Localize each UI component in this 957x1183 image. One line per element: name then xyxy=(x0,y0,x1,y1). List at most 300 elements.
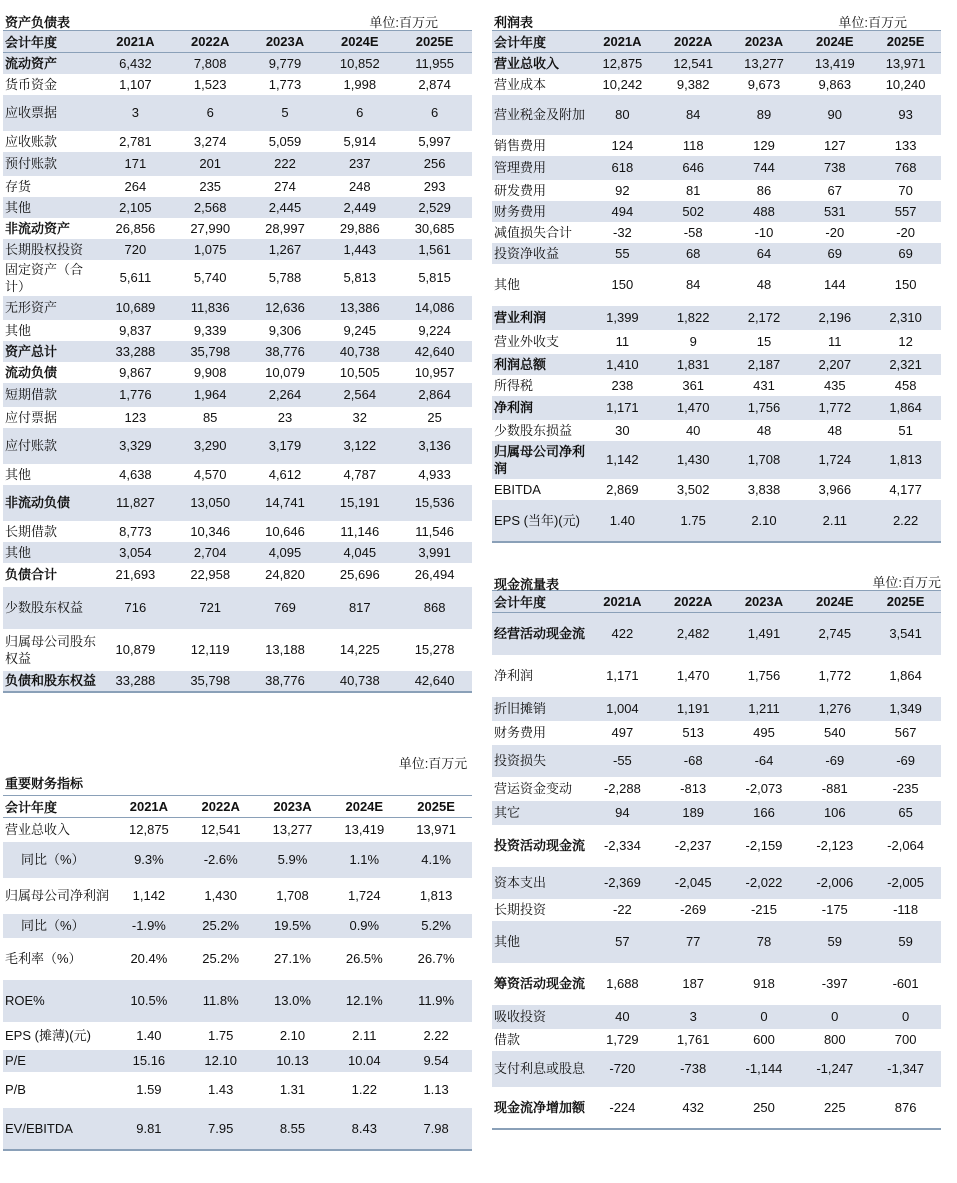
table-row xyxy=(492,243,941,264)
cell-value: 1.59 xyxy=(136,1082,162,1097)
row-label: EPS (当年)(元) xyxy=(494,512,580,528)
row-label: 营业税金及附加 xyxy=(494,107,586,122)
table-row xyxy=(3,197,472,218)
table-row xyxy=(492,1051,941,1087)
cell-value: 38,776 xyxy=(265,673,305,688)
cell-value: 2,172 xyxy=(747,310,781,325)
table-row xyxy=(492,479,941,500)
row-label: 应付票据 xyxy=(5,409,58,425)
table-row xyxy=(3,1108,472,1150)
table-row xyxy=(492,697,941,721)
cell-value: 1,142 xyxy=(132,888,166,903)
cell-value: 6,432 xyxy=(119,55,152,71)
cell-value: -1.9% xyxy=(131,918,166,933)
cell-value: 15.16 xyxy=(132,1053,166,1068)
cell-value: 187 xyxy=(682,976,705,991)
row-label: 应收账款 xyxy=(5,133,58,149)
cell-value: 12.10 xyxy=(204,1053,237,1068)
table-row xyxy=(492,441,941,479)
cell-value: 868 xyxy=(423,600,446,615)
year-header-2025e: 2025E xyxy=(397,31,472,53)
cell-value: 0 xyxy=(760,1009,768,1024)
cell-value: -269 xyxy=(680,902,707,917)
cell-value: 1,822 xyxy=(676,310,710,325)
cell-value: 2,264 xyxy=(268,387,302,402)
cell-value: 15,278 xyxy=(414,642,455,657)
table-row xyxy=(3,74,472,95)
cell-value: 458 xyxy=(894,377,917,393)
year-header-2022a: 2022A xyxy=(658,31,729,53)
cell-value: 89 xyxy=(756,107,772,122)
table-row xyxy=(3,320,472,341)
cell-value: 2.22 xyxy=(423,1028,449,1043)
cell-value: 10,346 xyxy=(190,523,231,539)
cell-value: 1,142 xyxy=(606,452,639,467)
row-label: 营运资金变动 xyxy=(494,781,573,796)
cell-value: 42,640 xyxy=(414,343,455,359)
cell-value: 11 xyxy=(828,334,842,349)
table-row xyxy=(3,980,472,1022)
year-header-2025e: 2025E xyxy=(400,796,472,818)
row-label: 净利润 xyxy=(494,400,534,415)
cell-value: 13,971 xyxy=(416,822,456,838)
cash-flow-header xyxy=(492,568,941,591)
cell-value: 3,122 xyxy=(343,438,377,453)
row-label: 吸收投资 xyxy=(494,1009,547,1024)
cell-value: 9,245 xyxy=(343,322,377,338)
table-row xyxy=(492,801,941,825)
cell-value: 9,382 xyxy=(676,76,710,92)
row-label: 借款 xyxy=(494,1032,521,1047)
cell-value: 1.75 xyxy=(208,1028,234,1043)
table-row xyxy=(3,383,472,407)
table-header-row xyxy=(3,31,472,53)
cash-flow-panel xyxy=(492,568,941,1130)
cell-value: 20.4% xyxy=(130,951,168,966)
cell-value: -1,144 xyxy=(745,1061,783,1076)
cell-value: 129 xyxy=(753,137,775,153)
cell-value: 59 xyxy=(827,934,843,949)
cell-value: 13,419 xyxy=(814,55,855,71)
cell-value: 15,536 xyxy=(414,495,455,510)
cell-value: 361 xyxy=(682,377,705,393)
cell-value: 13,277 xyxy=(272,822,313,838)
cell-value: 11,146 xyxy=(340,523,380,539)
table-row xyxy=(492,777,941,801)
table-row xyxy=(3,878,472,914)
cell-value: 10,240 xyxy=(885,76,926,92)
cell-value: 2,310 xyxy=(889,310,922,325)
cell-value: 3,991 xyxy=(418,544,451,560)
cell-value: 0 xyxy=(831,1009,839,1024)
cell-value: 9 xyxy=(689,334,697,349)
cell-value: 12,119 xyxy=(190,642,230,657)
cell-value: -2.6% xyxy=(203,852,238,867)
cell-value: 5,914 xyxy=(343,133,377,149)
table-row xyxy=(3,176,472,197)
year-header-2023a: 2023A xyxy=(729,591,800,613)
table-row xyxy=(492,156,941,180)
cell-value: 8.43 xyxy=(351,1120,377,1136)
table-row xyxy=(3,1022,472,1050)
cell-value: 1,864 xyxy=(889,668,922,683)
cell-value: 171 xyxy=(124,156,147,171)
cell-value: 40 xyxy=(685,422,701,438)
cell-value: 1.40 xyxy=(136,1028,162,1043)
row-label: 归属母公司净利润 xyxy=(494,443,586,476)
cell-value: 817 xyxy=(348,600,371,615)
table-row xyxy=(492,867,941,899)
cell-value: 721 xyxy=(199,600,222,615)
cell-value: -2,022 xyxy=(745,875,783,890)
cell-value: 30,685 xyxy=(414,220,455,236)
cell-value: 9,306 xyxy=(268,322,302,338)
table-row xyxy=(492,921,941,963)
cell-value: 9,867 xyxy=(119,364,152,380)
cell-value: 84 xyxy=(685,107,701,122)
cell-value: 10,242 xyxy=(602,76,643,92)
cell-value: 3,838 xyxy=(747,481,781,497)
cell-value: 11 xyxy=(615,334,630,349)
cell-value: 33,288 xyxy=(115,673,156,688)
cell-value: 2.10 xyxy=(751,512,777,528)
row-label: 营业外收支 xyxy=(494,334,560,349)
cell-value: 4,570 xyxy=(193,466,227,482)
year-header-2024e: 2024E xyxy=(799,31,870,53)
cell-value: 222 xyxy=(274,156,296,171)
row-label: 其他 xyxy=(5,199,32,215)
year-header-2022a: 2022A xyxy=(173,31,248,53)
cell-value: 12.1% xyxy=(345,993,383,1008)
cell-value: 69 xyxy=(827,245,843,261)
cell-value: 431 xyxy=(753,377,775,393)
cell-value: -224 xyxy=(609,1099,636,1115)
table-row xyxy=(3,218,472,239)
cell-value: -2,369 xyxy=(603,875,641,890)
table-row xyxy=(492,222,941,243)
row-label: 财务费用 xyxy=(494,203,547,219)
cell-value: 94 xyxy=(615,805,630,820)
cell-value: 51 xyxy=(898,422,913,438)
cell-value: 13,419 xyxy=(344,822,385,838)
cell-value: 9,908 xyxy=(193,364,227,380)
cell-value: 1,561 xyxy=(418,241,451,257)
cell-value: 0.9% xyxy=(349,918,380,933)
cell-value: 0 xyxy=(901,1009,910,1024)
row-label: 营业总收入 xyxy=(494,55,560,71)
cell-value: 2,482 xyxy=(676,626,710,642)
balance-sheet-unit: 单位:百万元 xyxy=(369,15,438,30)
cell-value: 9,224 xyxy=(418,322,451,338)
cell-value: 2.11 xyxy=(352,1028,377,1043)
cell-value: 1,964 xyxy=(193,387,227,402)
cell-value: 1,756 xyxy=(747,400,781,415)
cell-value: 1,430 xyxy=(204,888,237,903)
key-metrics-unit: 单位:百万元 xyxy=(398,756,468,771)
cell-value: 4,933 xyxy=(418,466,451,482)
cell-value: 27,990 xyxy=(190,220,231,236)
table-header-row xyxy=(492,31,941,53)
cell-value: 106 xyxy=(823,805,846,820)
cell-value: 80 xyxy=(615,107,630,122)
cell-value: 1,724 xyxy=(818,452,852,467)
row-label: 现金流净增加额 xyxy=(494,1099,586,1115)
cell-value: 1,276 xyxy=(818,701,852,716)
cell-value: 274 xyxy=(274,178,296,194)
cell-value: 1,410 xyxy=(606,356,639,372)
cell-value: 1,470 xyxy=(676,400,710,415)
cell-value: -2,005 xyxy=(887,875,925,890)
cell-value: 11,955 xyxy=(415,55,454,71)
row-label: 短期借款 xyxy=(5,387,58,402)
year-header-2022a: 2022A xyxy=(658,591,729,613)
cell-value: 2.22 xyxy=(892,512,919,528)
cell-value: 2,445 xyxy=(268,199,302,215)
row-label: 经营活动现金流 xyxy=(494,626,586,642)
table-row xyxy=(3,428,472,464)
row-label: 其他 xyxy=(5,322,32,338)
cell-value: -1,347 xyxy=(887,1061,925,1076)
table-row xyxy=(492,306,941,330)
cell-value: 12 xyxy=(898,334,913,349)
cell-value: 25,696 xyxy=(339,567,380,582)
cell-value: 133 xyxy=(894,137,917,153)
cell-value: -10 xyxy=(754,224,774,240)
cell-value: -118 xyxy=(893,902,919,917)
table-row xyxy=(492,201,941,222)
cell-value: 67 xyxy=(827,182,843,198)
table-row xyxy=(492,180,941,201)
year-header-2025e: 2025E xyxy=(870,31,941,53)
cell-value: 5,059 xyxy=(268,133,302,149)
cell-value: -2,288 xyxy=(603,781,641,796)
cell-value: 92 xyxy=(615,182,630,198)
table-row xyxy=(492,721,941,745)
cell-value: 248 xyxy=(348,178,371,194)
row-label: 利润总额 xyxy=(494,356,547,372)
cell-value: -64 xyxy=(754,753,774,768)
cell-value: 6 xyxy=(356,105,364,120)
row-label: 长期股权投资 xyxy=(5,241,84,257)
table-row xyxy=(3,296,472,320)
cell-value: 69 xyxy=(898,245,913,261)
table-row xyxy=(492,95,941,135)
cell-value: 1,756 xyxy=(747,668,781,683)
cell-value: 40 xyxy=(615,1009,630,1024)
cell-value: 2.11 xyxy=(822,512,847,528)
row-label: 货币资金 xyxy=(5,76,58,92)
cell-value: 769 xyxy=(274,600,296,615)
cell-value: -22 xyxy=(613,902,632,917)
cell-value: 14,741 xyxy=(265,495,305,510)
cell-value: 11,546 xyxy=(415,523,454,539)
row-label: 营业利润 xyxy=(494,310,547,325)
row-label: EBITDA xyxy=(494,481,541,497)
cell-value: 68 xyxy=(685,245,701,261)
cell-value: 1,191 xyxy=(676,701,710,716)
cell-value: 3 xyxy=(689,1009,697,1024)
cell-value: -58 xyxy=(683,224,703,240)
table-row xyxy=(3,362,472,383)
cell-value: 30 xyxy=(615,422,630,438)
cell-value: 12,541 xyxy=(200,822,241,838)
year-header-2021a: 2021A xyxy=(113,796,185,818)
cell-value: 3,179 xyxy=(268,438,302,453)
cell-value: 2,781 xyxy=(119,133,152,149)
cell-value: 497 xyxy=(611,725,634,740)
cell-value: 201 xyxy=(199,156,222,171)
cell-value: 9,837 xyxy=(119,322,152,338)
table-row xyxy=(3,938,472,980)
cell-value: -69 xyxy=(896,753,915,768)
cell-value: 12,541 xyxy=(673,55,714,71)
cell-value: 2,105 xyxy=(119,199,152,215)
cell-value: 256 xyxy=(423,156,446,171)
income-statement-title: 利润表 xyxy=(494,15,534,30)
income-statement-panel xyxy=(492,8,941,543)
cell-value: 150 xyxy=(611,277,634,292)
row-label: 归属母公司股东权益 xyxy=(5,633,97,666)
header-label: 会计年度 xyxy=(492,591,587,613)
cell-value: 225 xyxy=(823,1099,846,1115)
cell-value: 2.10 xyxy=(279,1028,306,1043)
cell-value: -235 xyxy=(892,781,919,796)
row-label: 其他 xyxy=(5,544,32,560)
year-header-2021a: 2021A xyxy=(587,31,658,53)
cell-value: 1.13 xyxy=(423,1082,449,1097)
table-row xyxy=(492,1029,941,1051)
table-header-row xyxy=(492,591,941,613)
cell-value: 2,874 xyxy=(418,76,451,92)
balance-sheet-title: 资产负债表 xyxy=(5,15,71,30)
cell-value: 3 xyxy=(131,105,140,120)
cell-value: 42,640 xyxy=(414,673,455,688)
cell-value: 513 xyxy=(682,725,705,740)
row-label: EPS (摊薄)(元) xyxy=(5,1028,91,1043)
row-label: 其它 xyxy=(494,805,521,820)
row-label: 同比（%） xyxy=(21,852,85,867)
cell-value: 4,612 xyxy=(268,466,302,482)
cash-flow-title: 现金流量表 xyxy=(494,577,560,592)
cell-value: 3,966 xyxy=(818,481,852,497)
row-label: 负债合计 xyxy=(5,567,58,582)
table-row xyxy=(3,914,472,938)
cell-value: -2,334 xyxy=(603,838,641,853)
cell-value: 123 xyxy=(124,409,147,425)
cell-value: 10.04 xyxy=(348,1053,381,1068)
year-header-2022a: 2022A xyxy=(185,796,257,818)
cash-flow-unit: 单位:百万元 xyxy=(872,575,941,590)
cell-value: 78 xyxy=(756,934,772,949)
cell-value: 494 xyxy=(611,203,634,219)
cell-value: 502 xyxy=(682,203,705,219)
row-label: 负债和股东权益 xyxy=(5,673,97,688)
cell-value: 1,491 xyxy=(747,626,781,642)
row-label: 筹资活动现金流 xyxy=(494,976,586,991)
cell-value: -2,073 xyxy=(745,781,783,796)
cell-value: 8.55 xyxy=(279,1120,306,1136)
cell-value: 1,349 xyxy=(889,701,922,716)
cell-value: 250 xyxy=(753,1099,775,1115)
cell-value: 1,813 xyxy=(889,452,922,467)
cell-value: -68 xyxy=(683,753,703,768)
table-row xyxy=(3,1072,472,1108)
table-row xyxy=(492,264,941,306)
cell-value: 1.22 xyxy=(351,1082,377,1097)
cell-value: 12,636 xyxy=(265,300,305,315)
cell-value: 1,776 xyxy=(119,387,152,402)
cell-value: 3,329 xyxy=(119,438,152,453)
cell-value: 1.31 xyxy=(279,1082,306,1097)
cell-value: 10,689 xyxy=(115,300,156,315)
table-row xyxy=(492,396,941,420)
cell-value: 26.7% xyxy=(417,951,455,966)
row-label: 其他 xyxy=(5,466,32,482)
cell-value: -1,247 xyxy=(816,1061,854,1076)
cell-value: 1,523 xyxy=(193,76,227,92)
cell-value: 7.98 xyxy=(423,1120,449,1136)
cell-value: 744 xyxy=(753,160,775,175)
table-row xyxy=(492,825,941,867)
cell-value: 48 xyxy=(827,422,843,438)
cell-value: -720 xyxy=(609,1061,636,1076)
table-row xyxy=(492,330,941,354)
table-header-row xyxy=(3,796,472,818)
table-row xyxy=(492,74,941,95)
row-label: 毛利率（%） xyxy=(5,951,82,966)
cell-value: -881 xyxy=(821,781,848,796)
cell-value: 1,688 xyxy=(606,976,639,991)
cell-value: 77 xyxy=(685,934,701,949)
cell-value: 1,470 xyxy=(676,668,710,683)
cell-value: 5,740 xyxy=(193,270,227,285)
cell-value: 6 xyxy=(430,105,439,120)
cell-value: 5,813 xyxy=(343,270,377,285)
row-label: 同比（%） xyxy=(21,918,85,933)
cell-value: 55 xyxy=(615,245,630,261)
header-label: 会计年度 xyxy=(3,31,98,53)
row-label: 少数股东损益 xyxy=(494,422,573,438)
cell-value: 2,869 xyxy=(606,481,639,497)
cell-value: 5,788 xyxy=(268,270,302,285)
cell-value: 567 xyxy=(894,725,917,740)
table-row xyxy=(492,899,941,921)
cell-value: 15,191 xyxy=(339,495,380,510)
cell-value: 64 xyxy=(756,245,772,261)
table-row xyxy=(492,963,941,1005)
cell-value: 9,673 xyxy=(747,76,781,92)
income-statement-table xyxy=(492,31,941,543)
year-header-2021a: 2021A xyxy=(587,591,658,613)
cell-value: 10,079 xyxy=(265,364,305,380)
cell-value: 25.2% xyxy=(202,951,240,966)
row-label: 资本支出 xyxy=(494,875,547,890)
cell-value: 166 xyxy=(753,805,775,820)
table-row xyxy=(3,1050,472,1072)
table-row xyxy=(3,521,472,542)
cell-value: 2,745 xyxy=(818,626,852,642)
cell-value: 488 xyxy=(753,203,775,219)
cell-value: 90 xyxy=(827,107,843,122)
cell-value: -2,123 xyxy=(816,838,854,853)
cell-value: 59 xyxy=(898,934,913,949)
cell-value: 5.2% xyxy=(421,918,451,933)
table-row xyxy=(3,629,472,671)
cell-value: 7.95 xyxy=(208,1120,234,1136)
row-label: EV/EBITDA xyxy=(5,1120,73,1136)
cell-value: 86 xyxy=(756,182,772,198)
cell-value: 5,997 xyxy=(418,133,451,149)
